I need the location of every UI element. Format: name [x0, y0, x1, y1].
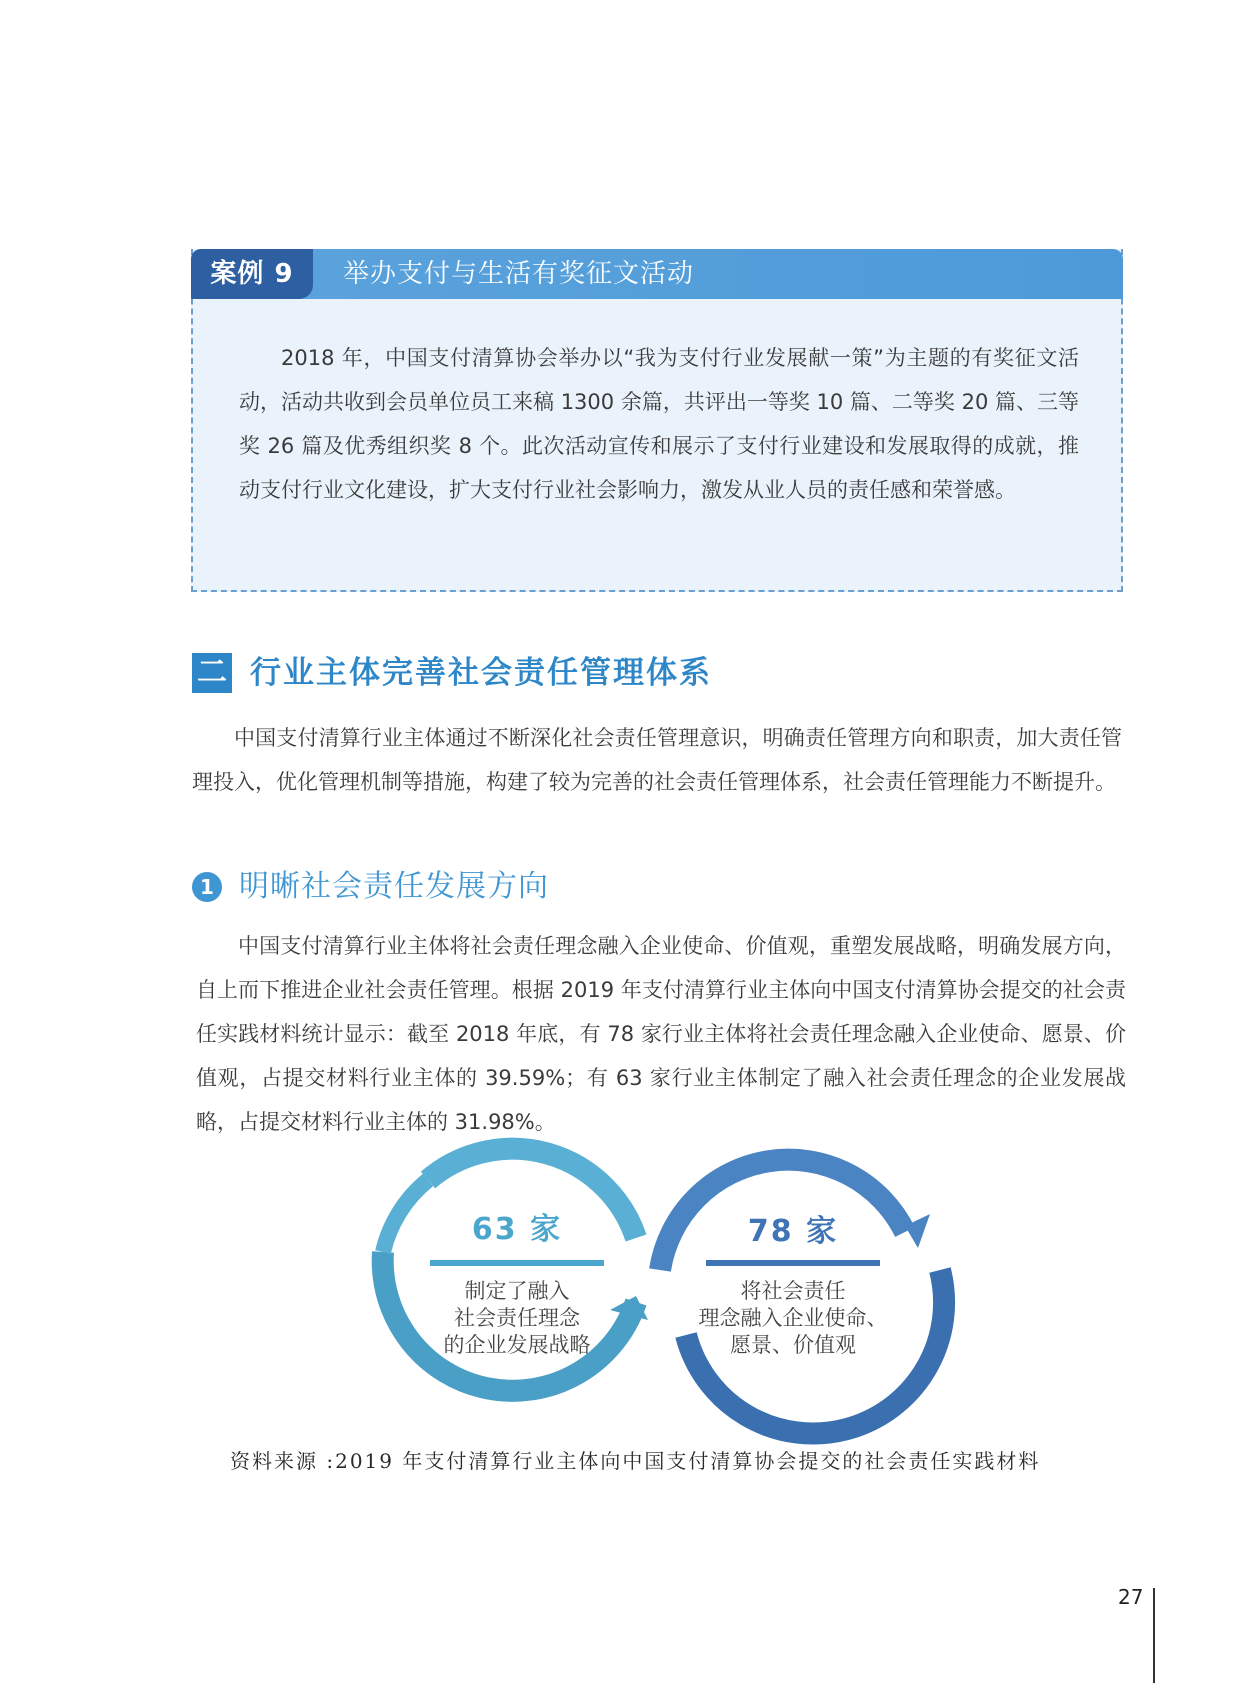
right-desc-line1: 将社会责任	[740, 1279, 846, 1303]
right-count: 78 家	[747, 1214, 839, 1249]
subsection-title: 明晰社会责任发展方向	[239, 869, 549, 904]
case-title: 举办支付与生活有奖征文活动	[343, 259, 695, 289]
subsection-number: 1	[192, 872, 222, 902]
left-desc-line3: 的企业发展战略	[443, 1333, 591, 1357]
left-circle-description	[420, 1278, 614, 1359]
page-number-rule	[1153, 1588, 1155, 1683]
right-circle-label	[696, 1206, 890, 1250]
right-desc-line3: 愿景、价值观	[730, 1333, 856, 1357]
right-desc-line2: 理念融入企业使命、	[698, 1306, 888, 1330]
data-source-note: 资料来源 :2019 年支付清算行业主体向中国支付清算协会提交的社会责任实践材料	[230, 1449, 1041, 1473]
case-tag: 案例 9	[191, 249, 313, 299]
page-number: 27	[1118, 1585, 1144, 1609]
right-circle-description	[670, 1278, 916, 1359]
left-circle-label	[420, 1204, 614, 1248]
left-desc-line1: 制定了融入	[464, 1279, 570, 1303]
left-count: 63 家	[471, 1212, 563, 1247]
left-desc-line2: 社会责任理念	[454, 1306, 580, 1330]
subsection-paragraph: 中国支付清算行业主体将社会责任理念融入企业使命、价值观，重塑发展战略，明确发展方向，自上而下推进企业社会责任管理。根据 2019 年支付清算行业主体向中国支付清算协会提交的社会责任实践材料统计显示：截至 2018 年底，有 78 家行业主体将社会责任理念融入企业使命、愿景、价值观，占提交材料行业主体的 39.59%；有 63 家行业主体制定了融入社会责任理念的企业发展战略，占提交材料行业主体的 31.98%。	[196, 934, 1126, 1134]
section-paragraph: 中国支付清算行业主体通过不断深化社会责任管理意识，明确责任管理方向和职责，加大责任管理投入，优化管理机制等措施，构建了较为完善的社会责任管理体系，社会责任管理能力不断提升。	[192, 726, 1122, 794]
section-title: 行业主体完善社会责任管理体系	[250, 655, 712, 691]
section-number: 二	[192, 653, 232, 693]
case-text: 2018 年，中国支付清算协会举办以“我为支付行业发展献一策”为主题的有奖征文活动，活动共收到会员单位员工来稿 1300 余篇，共评出一等奖 10 篇、二等奖 20 篇、三等奖 26 篇及优秀组织奖 8 个。此次活动宣传和展示了支付行业建设和发展取得的成就，推动支付行业文化建设，扩大支付行业社会影响力，激发从业人员的责任感和荣誉感。	[239, 346, 1079, 502]
